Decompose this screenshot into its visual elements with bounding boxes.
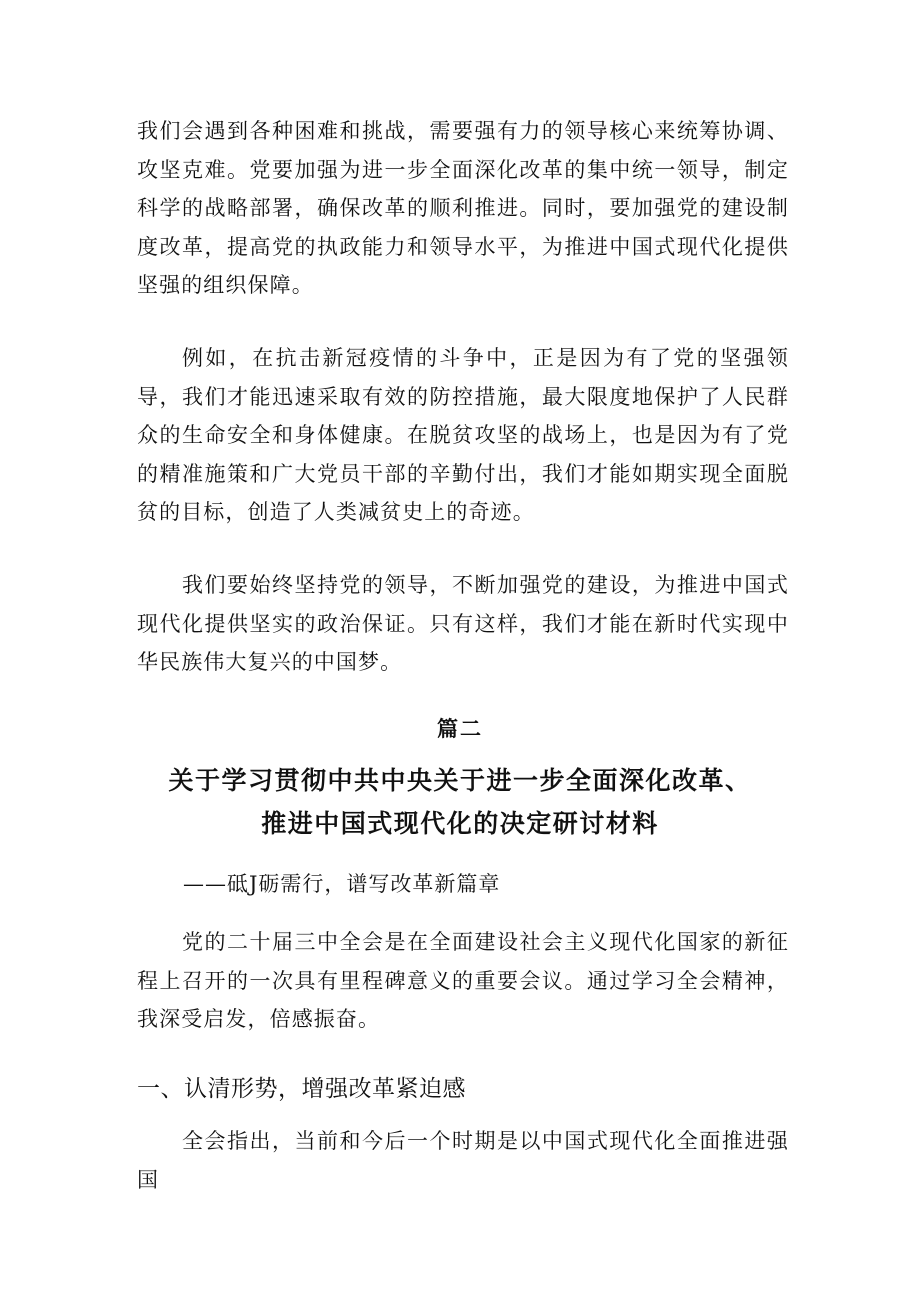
section-heading-1: 一、认清形势，增强改革紧迫感 — [137, 1076, 466, 1102]
paragraph-plenary-note: 全会指出，当前和今后一个时期是以中国式现代化全面推进强国 — [137, 1129, 789, 1192]
paragraph-intro: 党的二十届三中全会是在全面建设社会主义现代化国家的新征程上召开的一次具有里程碑意义的重要会议。通过学习全会精神，我深受启发，倍感振奋。 — [137, 930, 789, 1031]
document-title-line-1: 关于学习贯彻中共中央关于进一步全面深化改革、 — [168, 766, 752, 795]
paragraph-conclusion: 我们要始终坚持党的领导，不断加强党的建设，为推进中国式现代化提供坚实的政治保证。只有这样，我们才能在新时代实现中华民族伟大复兴的中国梦。 — [137, 573, 789, 674]
document-title-line-2: 推进中国式现代化的决定研讨材料 — [261, 809, 659, 838]
paragraph-leadership-core: 我们会遇到各种困难和挑战，需要强有力的领导核心来统筹协调、攻坚克难。党要加强为进一步全面深化改革的集中统一领导，制定科学的战略部署，确保改革的顺利推进。同时，要加强党的建设制度改革，提高党的执政能力和领导水平，为推进中国式现代化提供坚强的组织保障。 — [137, 119, 789, 297]
document-title — [0, 759, 920, 845]
section-mark: 篇二 — [437, 716, 483, 741]
document-subtitle: ——砥J砺需行，谱写改革新篇章 — [183, 872, 501, 896]
paragraph-examples: 例如，在抗击新冠疫情的斗争中，正是因为有了党的坚强领导，我们才能迅速采取有效的防控措施，最大限度地保护了人民群众的生命安全和身体健康。在脱贫攻坚的战场上，也是因为有了党的精准施策和广大党员干部的辛勤付出，我们才能如期实现全面脱贫的目标，创造了人类减贫史上的奇迹。 — [137, 346, 789, 524]
